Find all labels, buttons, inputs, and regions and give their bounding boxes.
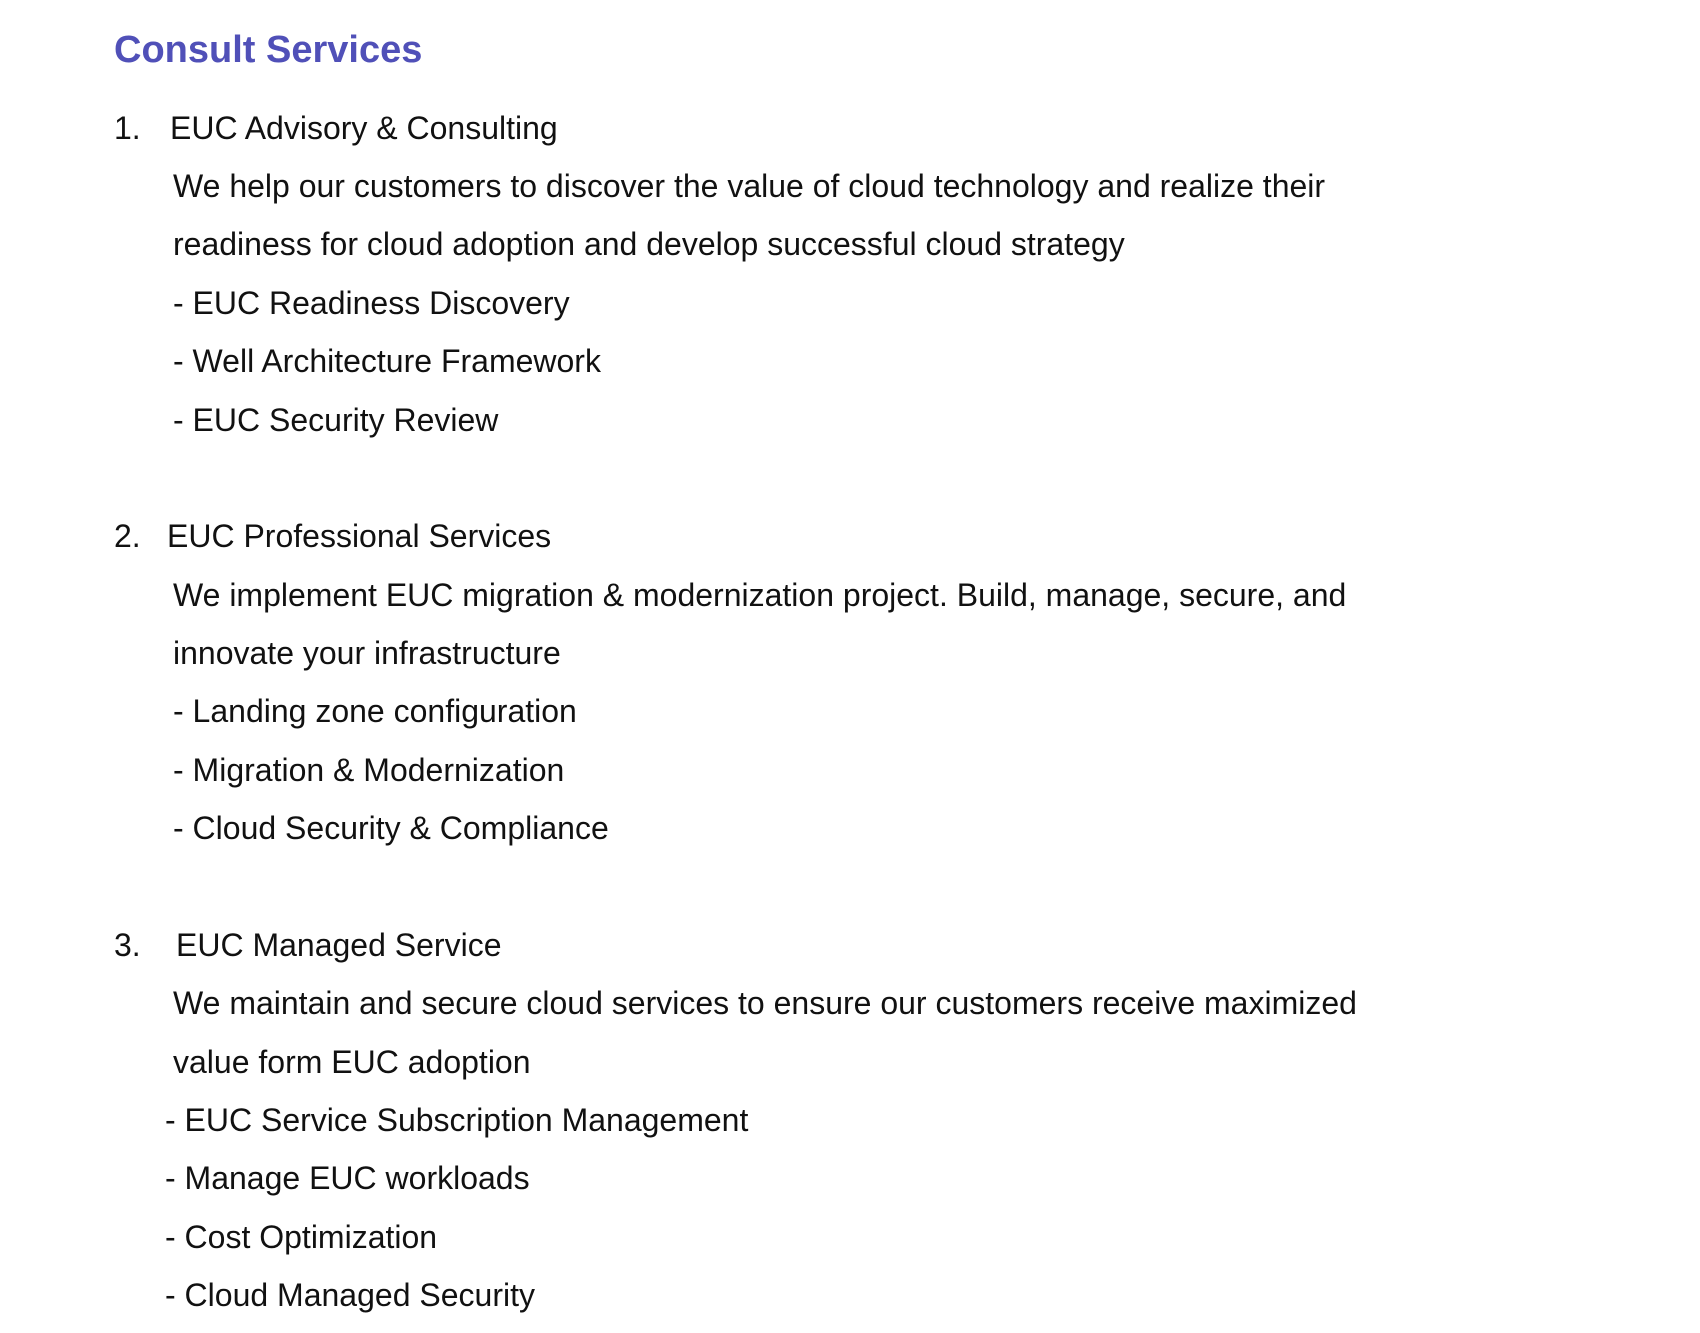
list-item: - Cloud Managed Security	[165, 1277, 535, 1313]
section-description-line: We help our customers to discover the value of cloud technology and realize their	[173, 168, 1326, 204]
section-description-line: We implement EUC migration & modernization project. Build, manage, secure, and	[173, 577, 1347, 613]
list-item: - Cloud Security & Compliance	[173, 810, 609, 846]
list-item: - EUC Readiness Discovery	[173, 285, 570, 321]
section-description-line: We maintain and secure cloud services to ensure our customers receive maximized	[173, 985, 1357, 1021]
section-number: 2.	[114, 518, 141, 554]
list-item: - Migration & Modernization	[173, 752, 565, 788]
list-item: - Cost Optimization	[165, 1219, 438, 1255]
list-item: - EUC Service Subscription Management	[165, 1102, 749, 1138]
section-number: 1.	[114, 110, 141, 146]
section-heading: EUC Advisory & Consulting	[170, 110, 558, 146]
list-item: - Manage EUC workloads	[165, 1160, 530, 1196]
list-item: - EUC Security Review	[173, 402, 499, 438]
page-title: Consult Services	[114, 29, 423, 71]
section-heading: EUC Professional Services	[167, 518, 552, 554]
list-item: - Well Architecture Framework	[173, 343, 601, 379]
list-item: - Landing zone configuration	[173, 693, 577, 729]
section-description-line: readiness for cloud adoption and develop successful cloud strategy	[173, 226, 1125, 262]
section-description-line: value form EUC adoption	[173, 1044, 531, 1080]
section-heading: EUC Managed Service	[176, 927, 502, 963]
section-description-line: innovate your infrastructure	[173, 635, 561, 671]
section-number: 3.	[114, 927, 141, 963]
